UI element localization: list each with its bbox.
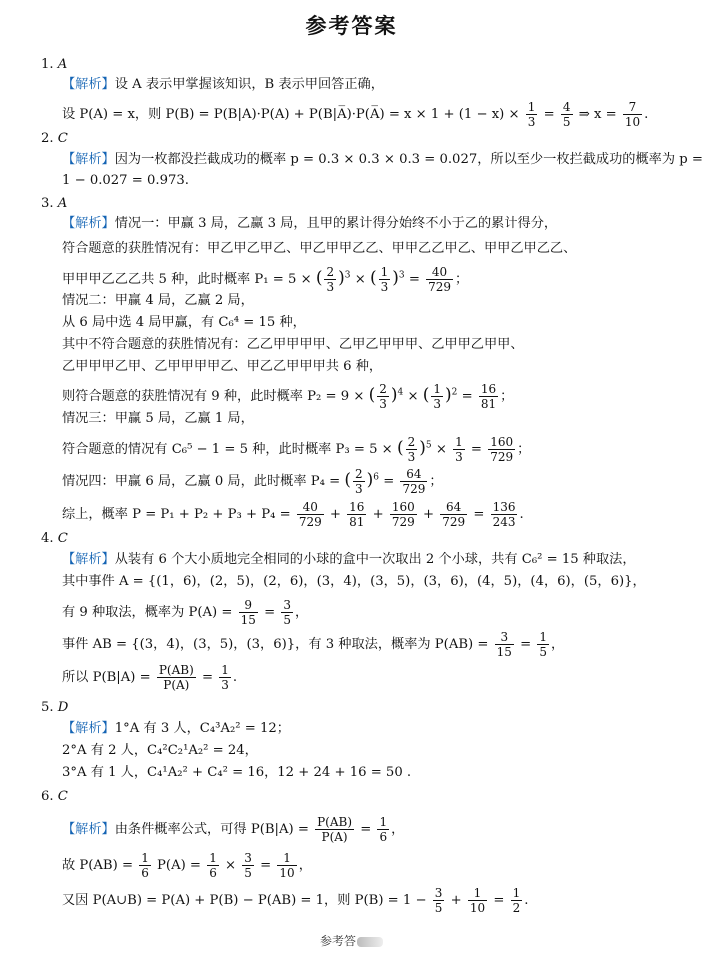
q4-line4: 事件 AB = {(3，4)，(3，5)，(3，6)}，有 3 种取法，概率为 P(AB) = $\frac{3}{15}$ = $\frac{1}{5}$ ， — [62, 630, 565, 659]
analysis-tag: 【解析】 — [62, 152, 115, 167]
q1-line1: 【解析】设 A 表示甲掌握该知识，B 表示甲回答正确， — [62, 77, 384, 92]
analysis-tag: 【解析】 — [62, 77, 115, 92]
q5-line1: 【解析】1°A 有 3 人，C₄³A₂² = 12； — [62, 721, 290, 736]
q3-line12: 综上，概率 P = P₁ + P₂ + P₃ + P₄ = $\frac{40}{729}$ + $\frac{16}{81}$ + $\frac{160}{729}$ + $\frac{64}{729}$ = $\frac{136}{243}$ . — [62, 500, 524, 529]
footer-blur — [357, 937, 383, 947]
q6-line3: 又因 P(A∪B) = P(A) + P(B) − P(AB) = 1，则 P(B) = 1 − $\frac{3}{5}$ + $\frac{1}{10}$ = $\frac{1}{2}$ . — [62, 886, 529, 915]
q3-line9: 情况三：甲赢 5 局，乙赢 1 局， — [62, 411, 254, 426]
q3-line8: 则符合题意的获胜情况有 9 种，此时概率 P₂ = 9 × ( $\frac{2}{3}$ )$^4$ × ( $\frac{1}{3}$ )$^2$ = $\frac{16}{81}$ ； — [62, 382, 514, 411]
analysis-tag: 【解析】 — [62, 552, 115, 567]
q6-answer: 6. C — [41, 789, 68, 804]
q2-line2: 1 − 0.027 = 0.973. — [62, 173, 189, 188]
q6-line1: 【解析】由条件概率公式，可得 P(B|A) = $\frac{P(AB)}{P(A)}$ = $\frac{1}{6}$ ， — [62, 815, 405, 844]
analysis-tag: 【解析】 — [62, 216, 115, 231]
page-footer: 参考答 — [0, 932, 703, 949]
q3-line11: 情况四：甲赢 6 局，乙赢 0 局，此时概率 P₄ = ( $\frac{2}{3}$ )$^6$ = $\frac{64}{729}$ ； — [62, 467, 443, 496]
q2-line1: 【解析】因为一枚都没拦截成功的概率 p = 0.3 × 0.3 × 0.3 = 0.027，所以至少一枚拦截成功的概率为 p = — [62, 152, 703, 167]
q5-answer: 5. D — [41, 700, 69, 715]
q3-line5: 从 6 局中选 4 局甲赢，有 C₆⁴ = 15 种， — [62, 315, 306, 330]
q5-line3: 3°A 有 1 人，C₄¹A₂² + C₄² = 16，12 + 24 + 16 = 50 . — [62, 765, 412, 780]
page-title: 参考答案 — [305, 13, 398, 38]
q5-line2: 2°A 有 2 人，C₄²C₂¹A₂² = 24， — [62, 743, 258, 758]
q3-line10: 符合题意的情况有 C₆⁵ − 1 = 5 种，此时概率 P₃ = 5 × ( $\frac{2}{3}$ )$^5$ × $\frac{1}{3}$ = $\frac{160}{729}$ ； — [62, 435, 531, 464]
q3-line1: 【解析】情况一：甲赢 3 局，乙赢 3 局，且甲的累计得分始终不小于乙的累计得分， — [62, 216, 558, 231]
q1-answer: 1. A — [41, 57, 68, 72]
q3-line2: 符合题意的获胜情况有：甲乙甲乙甲乙、甲乙甲甲乙乙、甲甲乙乙甲乙、甲甲乙甲乙乙、 — [62, 241, 577, 256]
q2-answer: 2. C — [41, 131, 68, 146]
q4-line3: 有 9 种取法，概率为 P(A) = $\frac{9}{15}$ = $\frac{3}{5}$ ， — [62, 598, 309, 627]
q3-answer: 3. A — [41, 196, 68, 211]
q4-line1: 【解析】从装有 6 个大小质地完全相同的小球的盒中一次取出 2 个小球，共有 C₆² = 15 种取法， — [62, 552, 636, 567]
q4-line5: 所以 P(B|A) = $\frac{P(AB)}{P(A)}$ = $\frac{1}{3}$ . — [62, 663, 238, 692]
q3-line3: 甲甲甲乙乙乙共 5 种，此时概率 P₁ = 5 × ( $\frac{2}{3}$ )$^3$ × ( $\frac{1}{3}$ )$^3$ = $\frac{40}{729}$ ； — [62, 265, 469, 294]
q3-line6: 其中不符合题意的获胜情况有：乙乙甲甲甲甲、乙甲乙甲甲甲、乙甲甲乙甲甲、 — [62, 337, 524, 352]
q6-line2: 故 P(AB) = $\frac{1}{6}$ P(A) = $\frac{1}{6}$ × $\frac{3}{5}$ = $\frac{1}{10}$ ， — [62, 851, 312, 880]
q1-line2: 设 P(A) = x，则 P(B) = P(B|A)·P(A) + P(B|A̅)·P(A̅) = x × 1 + (1 − x) × $\frac{1}{3}$ = $\frac{4}{5}$ ⇒ x = $\frac{7}{10}$ . — [62, 100, 649, 129]
analysis-tag: 【解析】 — [62, 721, 115, 736]
q4-line2: 其中事件 A = {(1，6)，(2，5)，(2，6)，(3，4)，(3，5)，(3，6)，(4，5)，(4，6)，(5，6)}， — [62, 574, 646, 589]
q4-answer: 4. C — [41, 531, 68, 546]
q3-line7: 乙甲甲甲乙甲、乙甲甲甲甲乙、甲乙乙甲甲甲共 6 种， — [62, 359, 383, 374]
analysis-tag: 【解析】 — [62, 822, 115, 837]
q3-line4: 情况二：甲赢 4 局，乙赢 2 局， — [62, 293, 254, 308]
